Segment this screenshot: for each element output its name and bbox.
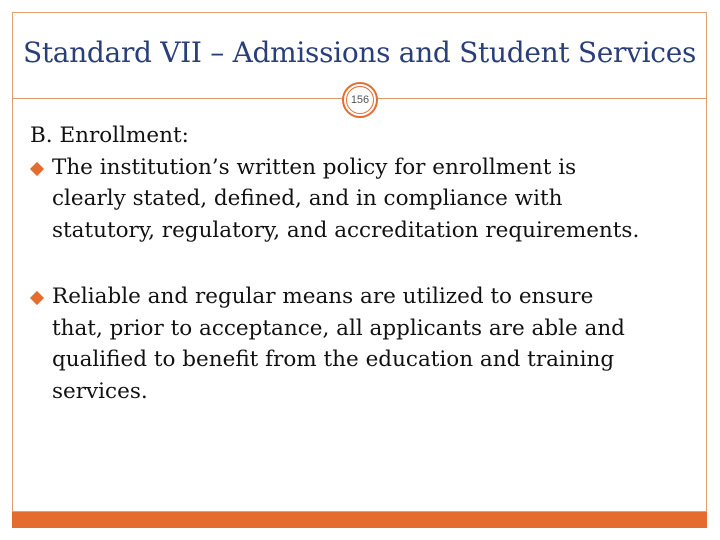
bullet-line: statutory, regulatory, and accreditation requirements. — [52, 217, 640, 243]
slide-content — [30, 120, 695, 407]
diamond-bullet-icon — [30, 291, 44, 305]
bullet-line: services. — [52, 378, 148, 404]
page-number-badge — [342, 82, 378, 118]
bullet-line: qualified to benefit from the education and training — [52, 347, 615, 372]
bullet-item — [30, 152, 695, 247]
section-heading: B. Enrollment: — [30, 123, 189, 148]
footer-accent-bar — [12, 512, 707, 528]
page-number: 156 — [350, 94, 370, 106]
bullet-line: The institution’s written policy for enrollment is — [52, 154, 577, 180]
diamond-bullet-icon — [30, 161, 44, 175]
bullet-item — [30, 281, 695, 407]
slide-title: Standard VII – Admissions and Student Services — [22, 36, 697, 69]
bullet-line: Reliable and regular means are utilized to ensure — [52, 284, 594, 309]
bullet-line: clearly stated, defined, and in compliance with — [52, 186, 563, 211]
bullet-line: that, prior to acceptance, all applicants are able and — [52, 315, 625, 341]
